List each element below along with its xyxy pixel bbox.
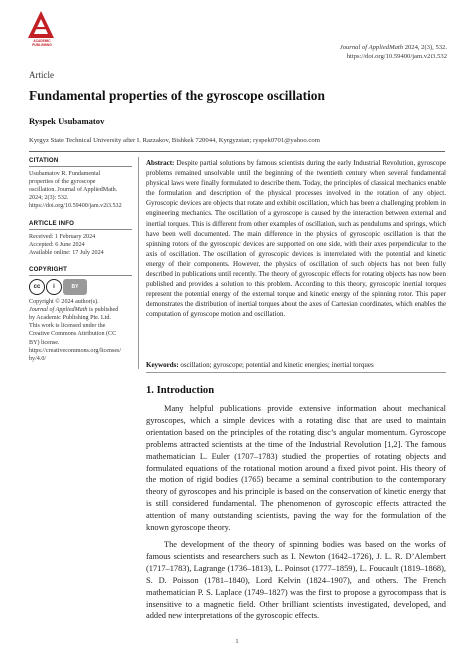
received-date: Received: 1 February 2024 [29,233,96,240]
article-info-heading: ARTICLE INFO [29,220,132,230]
doi-link[interactable]: https://doi.org/10.59400/jam.v2i3.532 [346,52,447,60]
journal-name: Journal of AppliedMath [339,44,404,51]
citation-heading: CITATION [29,157,132,167]
keywords-label: Keywords: [146,361,179,369]
copyright-heading: COPYRIGHT [29,266,132,276]
abstract [146,158,446,320]
copyright-line: Copyright © 2024 author(s). [29,299,99,306]
license-link[interactable]: by/4.0/ [29,355,47,362]
available-date: Available online: 17 July 2024 [29,249,104,256]
abstract-label: Abstract: [146,159,175,167]
citation-line: oscillation. Journal of AppliedMath. [29,187,118,194]
copyright-line: by Academic Publishing Pte. Ltd. [29,315,111,322]
copyright-line: BY) license. [29,339,60,346]
cc-icon: cc [29,279,45,295]
copyright-block [29,266,132,363]
article-info-block [29,220,132,257]
header-divider [29,151,445,152]
journal-meta [340,44,447,61]
license-link[interactable]: https://creativecommons.org/licenses/ [29,347,122,354]
article-type: Article [29,70,54,80]
keywords [146,361,446,370]
journal-citation-line [340,44,447,53]
copyright-journal-name: Journal of AppliedMath [29,307,88,314]
section-title: 1. Introduction [146,385,215,396]
accepted-date: Accepted: 6 June 2024 [29,241,85,248]
citation-line: Usubamatov R. Fundamental [29,171,101,178]
citation-line: 2024; 2(3): 532. [29,195,69,202]
article-title: Fundamental properties of the gyroscope oscillation [29,88,325,103]
sidebar-divider [138,157,139,369]
paragraph: The development of the theory of spinning bodies was based on the works of famous scientists and researchers such as I. Newton (1642–1726), J. L. R. D’Alembert (1717–1783), Lagrange (1736–1813), L. Poinsot (1777–1859), L. Foucault (1819–1868), S. D. Poisson (1781–1840), Lord Kelvin (1824–1907), and others. The French mathematician P. S. Laplace (1749–1827) was the first to propose a gyrocompass that is insensitive to a magnetic field. Other brilliant scientists investigated, developed, and added new interpretations of the gyroscopic effects. [146,539,446,621]
copyright-line: This work is licensed under the [29,323,106,330]
citation-block [29,157,132,211]
by-badge-icon: BY [63,279,87,295]
publisher-logo-icon [27,10,55,54]
citation-line: properties of the gyroscope [29,179,96,186]
section-body [146,403,446,627]
page-number: 1 [235,638,239,645]
author-affiliation: Kyrgyz State Technical University after I. Razzakov, Bishkek 720044, Kyrgyzstan; ryspek0701@yahoo.com [29,137,320,144]
copyright-line: Creative Commons Attribution (CC [29,331,117,338]
author-name: Ryspek Usubamatov [29,116,105,126]
attribution-icon: i [46,279,62,295]
abstract-text: Despite partial solutions by famous scientists during the early Industrial Revolution, gyroscope problems remained unsolvable until the beginning of the twentieth century when several fundamental physical laws were finally formulated to describe them. Today, the principles of classical mechanics enable the formulation and description of the physical processes involved in the rotation of any object. Gyroscopic devices are objects that rotate and exhibit oscillation, which has been a challenging problem in engineering mechanics. The oscillation of a gyroscope is caused by the interaction between external and inertial torques. This is different from other examples of oscillation, such as pendulums and springs, which have been well documented. The main difference in the physics of gyroscopic oscillation is that the spinning rotors of the gyroscopic devices are supported on one side, with their axes perpendicular to the axis of oscillation. The oscillation of gyroscopic devices is interrelated with the potential and kinetic energy of their components. However, the physics of oscillation of such objects has not been fully described in publications until recently. The theory of gyroscopic effects for rotating objects has now been published and provides a solution to this problem. According to this theory, gyroscopic inertial torques represent the potential energy of the external torque and kinetic energy of the spinning rotor. This paper demonstrates the distribution of inertial torques about the axes of Cartesian coordinates, which enables the computation of gyroscope motion and oscillation. [146,159,447,319]
logo-text: ACADEMIC PUBLISHING [32,39,52,47]
abstract-divider [146,372,446,373]
copyright-line: Journal of AppliedMath is published [29,307,119,314]
citation-doi-link[interactable]: https://doi.org/10.59400/jam.v2i3.532 [29,203,122,210]
journal-citation: 2024, 2(3), 532. [404,44,447,51]
article-sidebar [29,157,132,372]
keywords-text: oscillation; gyroscope; potential and kinetic energies; inertial torques [180,361,374,369]
paragraph: Many helpful publications provide extensive information about mechanical gyroscopes, which a simple devices with a rotating disc that are used to maintain orientation based on the principles of the rotating disc’s angular momentum. Gyroscope problems attracted scientists at the time of the Industrial Revolution [1,2]. The famous mathematician L. Euler (1707–1783) studied the properties of rotating objects and formulated equations of the rotational motion around a fixed pivot point. His theory of the motion of rigid bodies (1765) became a seminal contribution to the contemporary theory of gyroscopes and his principle is based on the conservation of kinetic energy that is still considered fundamental. The phenomenon of gyroscopic effects attracted the attention of many outstanding scientists, paving the way for the formulation of the known gyroscope theory. [146,404,446,533]
cc-by-license-icon[interactable] [29,279,132,295]
